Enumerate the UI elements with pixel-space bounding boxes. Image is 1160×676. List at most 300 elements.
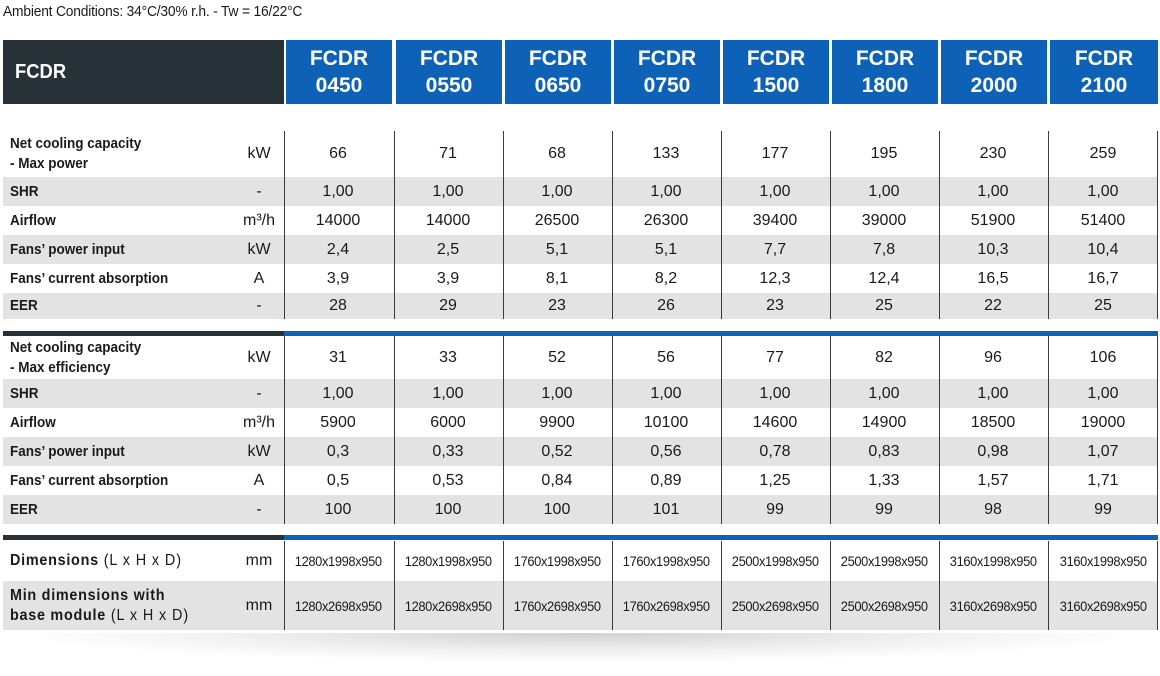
table-row [3, 379, 1158, 408]
model-code: 1500 [752, 74, 800, 97]
value-cell [284, 437, 392, 466]
column-divider [830, 336, 831, 524]
value-text: 1,00 [650, 384, 682, 402]
value-text: 3,9 [326, 269, 350, 287]
row-unit: - [256, 297, 262, 314]
value-cell [721, 408, 829, 437]
value-cell [1048, 235, 1158, 264]
value-text: 0,84 [541, 471, 573, 489]
value-cell [1048, 466, 1158, 495]
value-cell [284, 541, 392, 581]
value-cell [503, 495, 611, 524]
value-text: 71 [439, 145, 457, 162]
value-cell [830, 131, 938, 177]
value-cell [612, 264, 720, 293]
value-text: 51900 [970, 211, 1016, 229]
value-cell [830, 437, 938, 466]
value-text: 2500x1998x950 [840, 553, 928, 569]
value-text: 14600 [752, 413, 798, 431]
column-divider [721, 131, 722, 319]
value-text: 5,1 [654, 240, 678, 258]
value-cell [503, 235, 611, 264]
value-cell [503, 206, 611, 235]
value-text: 99 [1094, 500, 1112, 518]
value-cell [721, 235, 829, 264]
table-row [3, 495, 1158, 524]
value-cell [721, 264, 829, 293]
column-divider [612, 336, 613, 524]
section-separator-dark [3, 535, 284, 540]
row-label-text: EER [10, 297, 38, 314]
row-unit: kW [247, 348, 271, 366]
column-divider [1157, 336, 1158, 524]
value-text: 23 [766, 297, 784, 314]
value-text: 133 [652, 145, 680, 162]
value-text: 3160x2698x950 [949, 597, 1037, 614]
value-cell [939, 206, 1047, 235]
value-cell [1048, 336, 1158, 379]
table-row [3, 466, 1158, 495]
model-header-0750 [614, 40, 720, 104]
value-cell [612, 379, 720, 408]
value-text: 100 [324, 500, 352, 518]
value-cell [394, 495, 502, 524]
row-unit: A [253, 269, 265, 287]
value-text: 1,00 [977, 182, 1009, 200]
value-text: 26500 [534, 211, 580, 229]
value-cell [394, 466, 502, 495]
value-text: 7,7 [763, 240, 787, 258]
column-divider [1048, 541, 1049, 630]
value-cell [939, 437, 1047, 466]
column-divider [284, 131, 285, 319]
value-cell [1048, 131, 1158, 177]
value-cell [284, 466, 392, 495]
value-cell [394, 206, 502, 235]
value-text: 8,1 [545, 269, 569, 287]
value-text: 7,8 [872, 240, 896, 258]
value-text: 1280x2698x950 [294, 597, 382, 614]
value-text: 1,00 [432, 182, 464, 200]
table-row [3, 336, 1158, 379]
value-text: 1,00 [868, 182, 900, 200]
value-text: 0,3 [326, 442, 350, 460]
value-cell [939, 379, 1047, 408]
column-divider [721, 336, 722, 524]
value-text: 16,7 [1087, 269, 1119, 287]
value-text: 1,00 [541, 182, 573, 200]
value-cell [830, 581, 938, 630]
value-text: 10,4 [1087, 240, 1119, 258]
value-cell [721, 131, 829, 177]
value-cell [394, 131, 502, 177]
value-text: 18500 [970, 413, 1016, 431]
row-label [3, 206, 233, 235]
row-unit: mm [245, 552, 273, 569]
row-label-text: Fans’ power input [10, 442, 125, 460]
value-cell [939, 581, 1047, 630]
value-cell [721, 495, 829, 524]
value-cell [939, 466, 1047, 495]
value-cell [284, 235, 392, 264]
model-code: 0550 [425, 74, 473, 97]
value-text: 68 [548, 145, 566, 162]
value-cell [503, 581, 611, 630]
row-label [3, 541, 233, 581]
value-cell [503, 177, 611, 206]
value-cell [830, 293, 938, 319]
value-cell [1048, 581, 1158, 630]
value-cell [721, 541, 829, 581]
value-cell [503, 336, 611, 379]
column-divider [503, 336, 504, 524]
value-text: 177 [761, 145, 789, 162]
value-text: 2500x1998x950 [731, 553, 819, 569]
row-label-text: Airflow [10, 211, 56, 229]
value-text: 2,5 [436, 240, 460, 258]
value-cell [830, 541, 938, 581]
value-cell [612, 581, 720, 630]
value-cell [1048, 206, 1158, 235]
table-row [3, 264, 1158, 293]
value-text: 9900 [539, 413, 575, 431]
row-unit: - [256, 500, 262, 518]
row-label [3, 495, 233, 524]
value-text: 56 [657, 348, 675, 366]
value-text: 10100 [643, 413, 689, 431]
row-label [3, 437, 233, 466]
value-text: 51400 [1080, 211, 1126, 229]
value-cell [939, 177, 1047, 206]
value-text: 12,3 [759, 269, 791, 287]
value-text: 5900 [320, 413, 356, 431]
row-label [3, 264, 233, 293]
column-divider [394, 541, 395, 630]
value-text: 99 [766, 500, 784, 518]
column-divider [284, 541, 285, 630]
model-header-1500 [723, 40, 829, 104]
value-cell [284, 206, 392, 235]
value-text: 77 [766, 348, 784, 366]
ambient-conditions-caption: Ambient Conditions: 34°C/30% r.h. - Tw = 16/22°C [3, 3, 303, 20]
value-cell [612, 293, 720, 319]
value-cell [612, 541, 720, 581]
model-series: FCDR [528, 47, 588, 70]
value-cell [284, 581, 392, 630]
value-text: 1,71 [1087, 471, 1119, 489]
column-divider [1048, 336, 1049, 524]
model-header-1800 [832, 40, 938, 104]
value-text: 1,00 [432, 384, 464, 402]
value-cell [1048, 495, 1158, 524]
row-label [3, 336, 233, 379]
value-text: 25 [1094, 297, 1112, 314]
value-text: 6000 [430, 413, 466, 431]
row-unit: - [256, 384, 262, 402]
model-series: FCDR [746, 47, 806, 70]
model-series: FCDR [855, 47, 915, 70]
row-unit: mm [245, 596, 273, 614]
value-text: 29 [439, 297, 457, 314]
model-series: FCDR [1074, 47, 1134, 70]
value-text: 0,78 [759, 442, 791, 460]
value-text: 1,00 [759, 384, 791, 402]
value-cell [394, 437, 502, 466]
value-cell [612, 206, 720, 235]
row-unit: kW [247, 442, 271, 460]
value-text: 1280x1998x950 [294, 553, 382, 569]
value-text: 3160x2698x950 [1059, 597, 1147, 614]
table-row [3, 293, 1158, 319]
model-code: 2000 [970, 74, 1018, 97]
value-cell [612, 235, 720, 264]
value-cell [284, 495, 392, 524]
row-label-text: Fans’ current absorption [10, 269, 169, 287]
model-series: FCDR [964, 47, 1024, 70]
value-cell [721, 437, 829, 466]
value-cell [830, 336, 938, 379]
value-cell [830, 235, 938, 264]
value-text: 14000 [425, 211, 471, 229]
value-cell [503, 131, 611, 177]
value-cell [612, 177, 720, 206]
value-text: 0,89 [650, 471, 682, 489]
value-cell [394, 541, 502, 581]
value-text: 195 [870, 145, 898, 162]
value-text: 96 [984, 348, 1002, 366]
model-code: 0650 [534, 74, 582, 97]
value-cell [830, 408, 938, 437]
column-divider [612, 541, 613, 630]
row-label [3, 466, 233, 495]
value-cell [394, 235, 502, 264]
value-cell [830, 264, 938, 293]
row-unit: - [256, 182, 262, 200]
value-cell [1048, 177, 1158, 206]
value-cell [721, 177, 829, 206]
value-cell [830, 206, 938, 235]
value-text: 1,33 [868, 471, 900, 489]
section-separator-blue [284, 331, 1158, 336]
value-cell [939, 336, 1047, 379]
row-label-text: Min dimensions with base module (L x H x D) [10, 586, 190, 624]
value-text: 23 [548, 297, 566, 314]
value-text: 39400 [752, 211, 798, 229]
value-text: 14000 [315, 211, 361, 229]
value-text: 22 [984, 297, 1002, 314]
row-label-text: Dimensions (L x H x D) [10, 552, 182, 569]
value-text: 100 [434, 500, 462, 518]
value-cell [721, 379, 829, 408]
value-cell [394, 293, 502, 319]
value-cell [284, 131, 392, 177]
value-cell [1048, 541, 1158, 581]
value-cell [612, 336, 720, 379]
value-text: 3160x1998x950 [949, 553, 1037, 569]
value-text: 52 [548, 348, 566, 366]
value-cell [394, 336, 502, 379]
row-label-text: Airflow [10, 413, 56, 431]
model-code: 0750 [643, 74, 691, 97]
value-text: 2500x2698x950 [731, 597, 819, 614]
value-cell [1048, 293, 1158, 319]
table-header-title [3, 40, 284, 104]
column-divider [939, 131, 940, 319]
value-text: 0,98 [977, 442, 1009, 460]
value-text: 106 [1089, 348, 1117, 366]
value-cell [939, 131, 1047, 177]
value-cell [394, 408, 502, 437]
value-text: 1,00 [322, 182, 354, 200]
value-cell [612, 466, 720, 495]
value-cell [503, 541, 611, 581]
value-text: 0,33 [432, 442, 464, 460]
value-cell [830, 379, 938, 408]
value-text: 1,00 [1087, 182, 1119, 200]
value-cell [503, 264, 611, 293]
value-text: 0,53 [432, 471, 464, 489]
value-text: 1,00 [868, 384, 900, 402]
value-text: 3,9 [436, 269, 460, 287]
model-header-0450 [286, 40, 392, 104]
value-cell [503, 437, 611, 466]
table-row [3, 408, 1158, 437]
value-cell [721, 336, 829, 379]
value-cell [284, 408, 392, 437]
value-text: 99 [875, 500, 893, 518]
row-label [3, 177, 233, 206]
row-unit: kW [247, 145, 271, 162]
value-text: 28 [329, 297, 347, 314]
value-cell [612, 408, 720, 437]
column-divider [612, 131, 613, 319]
column-divider [394, 336, 395, 524]
value-cell [394, 379, 502, 408]
value-cell [721, 466, 829, 495]
column-divider [939, 541, 940, 630]
value-text: 1,00 [541, 384, 573, 402]
value-cell [939, 408, 1047, 437]
column-divider [394, 131, 395, 319]
value-text: 8,2 [654, 269, 678, 287]
value-text: 10,3 [977, 240, 1009, 258]
value-cell [394, 264, 502, 293]
value-text: 98 [984, 500, 1002, 518]
row-unit: m³/h [243, 413, 275, 431]
value-text: 0,52 [541, 442, 573, 460]
value-text: 0,83 [868, 442, 900, 460]
row-label [3, 293, 233, 319]
table-row [3, 437, 1158, 466]
row-unit: kW [247, 240, 271, 258]
row-label [3, 408, 233, 437]
section-separator-dark [3, 331, 284, 336]
value-text: 25 [875, 297, 893, 314]
model-series: FCDR [637, 47, 697, 70]
value-cell [939, 495, 1047, 524]
row-label-text: SHR [10, 182, 39, 200]
table-row [3, 177, 1158, 206]
row-label-text: Fans’ current absorption [10, 471, 169, 489]
value-cell [612, 131, 720, 177]
table-row [3, 235, 1158, 264]
value-cell [721, 293, 829, 319]
value-text: 3160x1998x950 [1059, 553, 1147, 569]
value-text: 1760x1998x950 [513, 553, 601, 569]
value-text: 259 [1089, 145, 1117, 162]
column-divider [1048, 131, 1049, 319]
model-code: 0450 [315, 74, 363, 97]
table-shadow [40, 633, 1120, 661]
model-code: 1800 [861, 74, 909, 97]
value-cell [939, 264, 1047, 293]
column-divider [939, 336, 940, 524]
value-text: 33 [439, 348, 457, 366]
value-text: 5,1 [545, 240, 569, 258]
value-text: 1,00 [650, 182, 682, 200]
value-cell [939, 235, 1047, 264]
value-text: 1,25 [759, 471, 791, 489]
value-text: 1,07 [1087, 442, 1119, 460]
row-label-text: EER [10, 500, 38, 518]
value-text: 101 [652, 500, 680, 518]
model-series: FCDR [419, 47, 479, 70]
value-text: 66 [329, 145, 347, 162]
table-row [3, 541, 1158, 581]
value-text: 82 [875, 348, 893, 366]
value-text: 1,00 [1087, 384, 1119, 402]
value-cell [939, 541, 1047, 581]
row-label-text: Fans’ power input [10, 240, 125, 258]
table-row [3, 206, 1158, 235]
table-row [3, 581, 1158, 630]
value-cell [284, 177, 392, 206]
section-separator-blue [284, 535, 1158, 540]
value-cell [612, 437, 720, 466]
value-text: 100 [543, 500, 571, 518]
column-divider [1157, 541, 1158, 630]
column-divider [503, 131, 504, 319]
row-label [3, 131, 233, 177]
value-cell [503, 379, 611, 408]
row-label-text: Net cooling capacity - Max efficiency [10, 338, 142, 376]
value-cell [284, 379, 392, 408]
value-text: 1280x1998x950 [404, 553, 492, 569]
value-text: 1,00 [322, 384, 354, 402]
row-unit: A [253, 471, 265, 489]
model-series: FCDR [309, 47, 369, 70]
value-text: 1,00 [759, 182, 791, 200]
value-cell [830, 495, 938, 524]
model-header-0550 [396, 40, 502, 104]
value-text: 2500x2698x950 [840, 597, 928, 614]
value-cell [284, 264, 392, 293]
value-text: 31 [329, 348, 347, 366]
column-divider [503, 541, 504, 630]
value-text: 1,57 [977, 471, 1009, 489]
model-header-0650 [505, 40, 611, 104]
value-cell [1048, 437, 1158, 466]
row-unit: m³/h [243, 211, 275, 229]
value-cell [1048, 408, 1158, 437]
value-text: 26300 [643, 211, 689, 229]
table-row [3, 131, 1158, 177]
value-text: 14900 [861, 413, 907, 431]
value-text: 1,00 [977, 384, 1009, 402]
value-cell [939, 293, 1047, 319]
column-divider [284, 336, 285, 524]
value-text: 16,5 [977, 269, 1009, 287]
